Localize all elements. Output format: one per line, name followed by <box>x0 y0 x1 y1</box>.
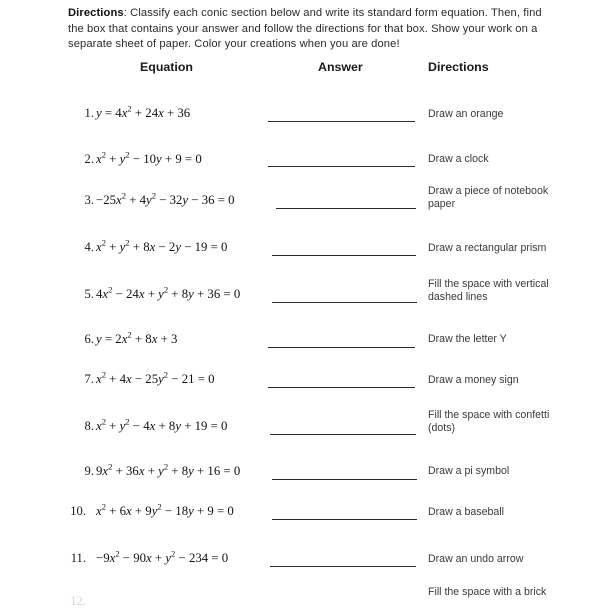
equation-text: $x^2 + 6x + 9y^2 - 18y + 9 = 0$ <box>96 501 234 518</box>
problem-number: 2. <box>84 152 94 166</box>
problem-number: 7. <box>84 372 94 386</box>
problem-number: 1. <box>84 106 94 120</box>
answer-blank-line[interactable] <box>272 479 417 480</box>
column-header-answer: Answer <box>318 60 363 74</box>
equation-text: $-9x^2 - 90x + y^2 - 234 = 0$ <box>96 548 229 565</box>
direction-text: Fill the space with vertical dashed lines <box>428 278 549 304</box>
direction-text: Fill the space with confetti (dots) <box>428 409 550 435</box>
problem-number: 10. <box>70 504 86 518</box>
equation-text: $9x^2 + 36x + y^2 + 8y + 16 = 0$ <box>96 461 241 478</box>
direction-text: Draw a baseball <box>428 506 504 518</box>
direction-text: Draw a clock <box>428 153 489 165</box>
answer-blank-line[interactable] <box>272 255 416 256</box>
answer-blank-line[interactable] <box>268 347 415 348</box>
answer-blank-line[interactable] <box>270 434 416 435</box>
direction-text: Draw a pi symbol <box>428 465 510 477</box>
column-header-directions: Directions <box>428 60 489 74</box>
equation-text: $x^2 + y^2 - 10y + 9 = 0$ <box>96 149 202 166</box>
equation-text: $x^2 + y^2 - 4x + 8y + 19 = 0$ <box>96 416 228 433</box>
answer-blank-line[interactable] <box>272 519 417 520</box>
problem-number: 11. <box>70 551 86 565</box>
direction-text: Draw an undo arrow <box>428 553 524 565</box>
direction-text: Fill the space with a brick <box>428 586 547 598</box>
direction-text: Draw the letter Y <box>428 333 507 345</box>
equation-text: $x^2 + y^2 + 8x - 2y - 19 = 0$ <box>96 237 228 254</box>
directions-body: : Classify each conic section below and write its standard form equation. Then, find the box that contains your answer and follow the directions for that box. Show your work on a separate sheet of paper. Color your creations when you are done! <box>68 7 542 51</box>
direction-text: Draw a rectangular prism <box>428 242 547 254</box>
equation-text: $x^2 + 4x - 25y^2 - 21 = 0$ <box>96 369 215 386</box>
directions-label: Directions <box>68 7 124 19</box>
answer-blank-line[interactable] <box>268 387 415 388</box>
equation-text: $y = 2x^2 + 8x + 3$ <box>96 329 178 346</box>
equation-text: $4x^2 - 24x + y^2 + 8y + 36 = 0$ <box>96 284 241 301</box>
direction-text: Draw a money sign <box>428 374 519 386</box>
problem-number: 8. <box>84 419 94 433</box>
answer-blank-line[interactable] <box>268 166 415 167</box>
direction-text: Draw an orange <box>428 108 504 120</box>
equation-text: $y = 4x^2 + 24x + 36$ <box>96 103 191 120</box>
answer-blank-line[interactable] <box>276 208 416 209</box>
problem-number: 4. <box>84 240 94 254</box>
problem-number: 6. <box>84 332 94 346</box>
problem-number: 3. <box>84 193 94 207</box>
answer-blank-line[interactable] <box>268 121 415 122</box>
equation-text: $-25x^2 + 4y^2 - 32y - 36 = 0$ <box>96 190 235 207</box>
problem-number: 5. <box>84 287 94 301</box>
answer-blank-line[interactable] <box>270 566 416 567</box>
problem-number: 12. <box>70 594 86 608</box>
direction-text: Draw a piece of notebook paper <box>428 185 549 211</box>
answer-blank-line[interactable] <box>272 302 417 303</box>
column-header-equation: Equation <box>140 60 193 74</box>
problem-number: 9. <box>84 464 94 478</box>
